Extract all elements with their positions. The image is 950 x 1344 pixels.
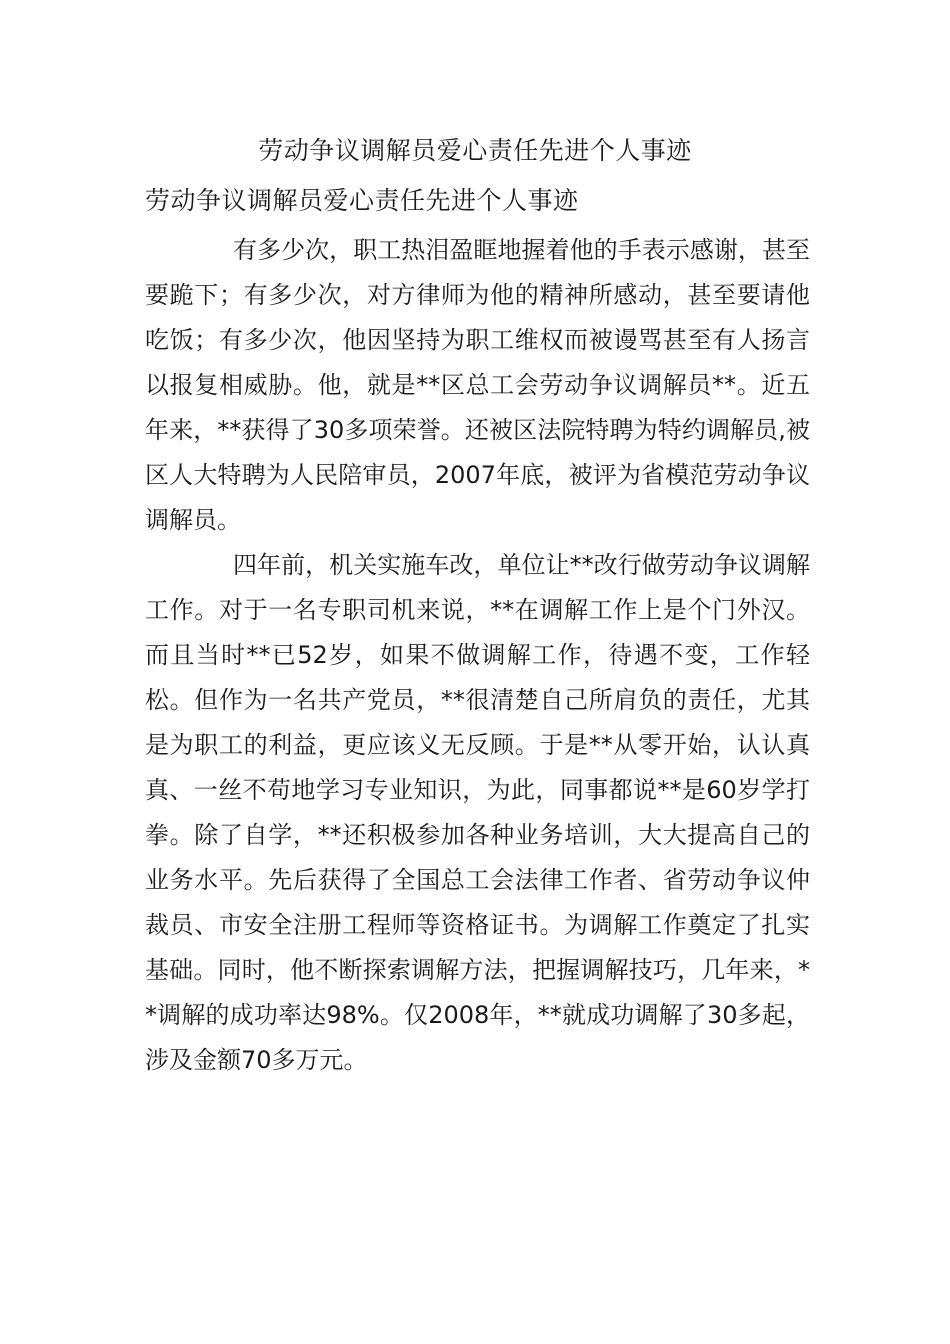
document-subtitle: 劳动争议调解员爱心责任先进个人事迹: [145, 186, 579, 215]
paragraph-1: 有多少次，职工热泪盈眶地握着他的手表示感谢，甚至要跪下；有多少次，对方律师为他的精神所感动，甚至要请他吃饭；有多少次，他因坚持为职工维权而被谩骂甚至有人扬言以报复相威胁。他，就是**区总工会劳动争议调解员**。近五年来，**获得了30多项荣誉。还被区法院特聘为特约调解员,被区人大特聘为人民陪审员，2007年底，被评为省模范劳动争议调解员。: [145, 236, 810, 534]
paragraph-2: 四年前，机关实施车改，单位让**改行做劳动争议调解工作。对于一名专职司机来说，**在调解工作上是个门外汉。而且当时**已52岁，如果不做调解工作，待遇不变，工作轻松。但作为一名共产党员，**很清楚自己所肩负的责任，尤其是为职工的利益，更应该义无反顾。于是**从零开始，认认真真、一丝不苟地学习专业知识，为此，同事都说**是60岁学打拳。除了自学，**还积极参加各种业务培训，大大提高自己的业务水平。先后获得了全国总工会法律工作者、省劳动争议仲裁员、市安全注册工程师等资格证书。为调解工作奠定了扎实基础。同时，他不断探索调解方法，把握调解技巧，几年来，**调解的成功率达98%。仅2008年，**就成功调解了30多起，涉及金额70多万元。: [145, 551, 810, 1074]
document-body: [145, 228, 810, 1083]
document-title: 劳动争议调解员爱心责任先进个人事迹: [258, 136, 692, 165]
